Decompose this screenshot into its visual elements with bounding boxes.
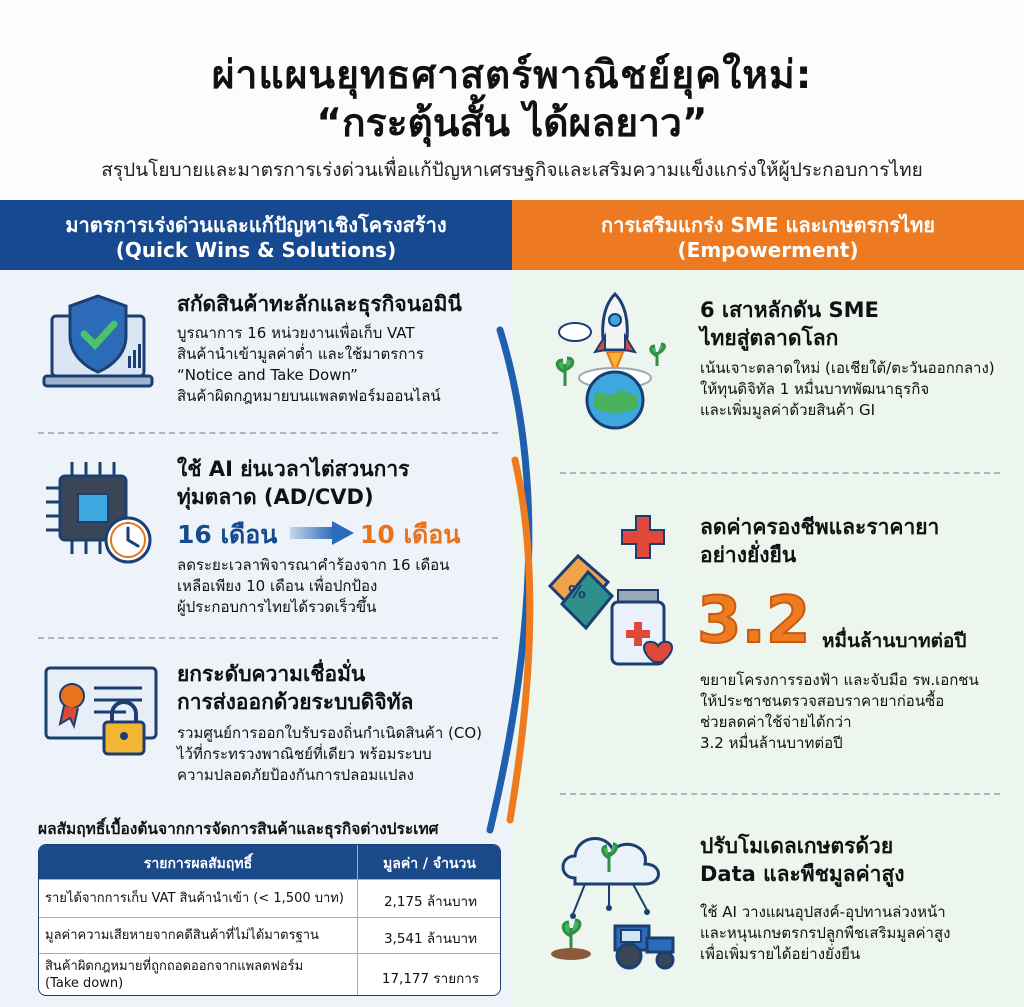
left-item2-title bbox=[177, 455, 409, 511]
from-value: 16 เดือน bbox=[177, 520, 278, 549]
table-row bbox=[39, 917, 501, 953]
table-header-item: รายการผลสัมฤทธิ์ bbox=[143, 856, 253, 872]
left-divider bbox=[38, 432, 498, 434]
results-table bbox=[38, 844, 501, 996]
left-item3-body bbox=[177, 723, 482, 786]
right-item1-title-line: 6 เสาหลักดัน SME bbox=[700, 298, 879, 322]
right-item2-body bbox=[700, 670, 979, 754]
table-row bbox=[39, 879, 501, 917]
right-item3-body-line: เพื่อเพิ่มรายได้อย่างยั่งยืน bbox=[700, 945, 861, 963]
right-section-heading bbox=[512, 200, 1024, 270]
left-item1-body bbox=[177, 323, 441, 407]
right-item1-body-line: และเพิ่มมูลค่าด้วยสินค้า GI bbox=[700, 401, 875, 419]
table-cell-item: มูลค่าความเสียหายจากคดีสินค้าที่ไม่ได้มาตรฐาน bbox=[45, 928, 319, 943]
right-item2-title-line: อย่างยั่งยืน bbox=[700, 543, 797, 567]
right-item2-body-line: ให้ประชาชนตรวจสอบราคายาก่อนซื้อ bbox=[700, 692, 945, 710]
right-item3-title-line: ปรับโมเดลเกษตรด้วย bbox=[700, 834, 894, 858]
left-item1-body-line: สินค้านำเข้ามูลค่าต่ำ และใช้มาตรการ bbox=[177, 345, 424, 363]
left-heading-line1: มาตรการเร่งด่วนและแก้ปัญหาเชิงโครงสร้าง bbox=[65, 213, 447, 237]
page-title-line2: “กระตุ้นสั้น ได้ผลยาว” bbox=[316, 101, 708, 146]
left-heading-line2: (Quick Wins & Solutions) bbox=[115, 238, 397, 262]
rocket-globe-icon bbox=[545, 290, 685, 430]
table-cell-value: 2,175 ล้านบาท bbox=[383, 894, 478, 910]
table-cell-value: 3,541 ล้านบาท bbox=[383, 931, 478, 947]
right-item1-body bbox=[700, 358, 995, 421]
left-item2-title-line: ใช้ AI ย่นเวลาไต่สวนการ bbox=[177, 457, 410, 481]
right-item1-body-line: ให้ทุนดิจิทัล 1 หมื่นบาทพัฒนาธุรกิจ bbox=[700, 380, 930, 398]
left-item2-body-line: ผู้ประกอบการไทยได้รวดเร็วขึ้น bbox=[177, 598, 377, 616]
table-cell-item: รายได้จากการเก็บ VAT สินค้านำเข้า (< 1,500 บาท) bbox=[45, 891, 344, 906]
savings-big-value: 3.2 bbox=[697, 584, 811, 658]
shield-laptop-icon bbox=[42, 294, 154, 394]
table-header bbox=[39, 845, 501, 879]
arrow-right-icon bbox=[290, 520, 356, 546]
results-table-title: ผลสัมฤทธิ์เบื้องต้นจากการจัดการสินค้าและธุรกิจต่างประเทศ bbox=[38, 820, 439, 838]
right-item2-title bbox=[700, 513, 939, 569]
medicine-price-icon bbox=[542, 512, 682, 672]
right-item2-body-line: ช่วยลดค่าใช้จ่ายได้กว่า bbox=[700, 713, 852, 731]
right-item2-title-line: ลดค่าครองชีพและราคายา bbox=[700, 515, 940, 539]
cloud-farm-tractor-icon bbox=[545, 822, 680, 972]
left-item3-body-line: รวมศูนย์การออกใบรับรองถิ่นกำเนิดสินค้า (CO) bbox=[177, 724, 482, 742]
right-divider bbox=[560, 793, 1000, 795]
left-section-heading bbox=[0, 200, 512, 270]
left-item2-body-line: ลดระยะเวลาพิจารณาคำร้องจาก 16 เดือน bbox=[177, 556, 450, 574]
table-cell-item bbox=[45, 958, 303, 992]
page-title-line1: ผ่าแผนยุทธศาสตร์พาณิชย์ยุคใหม่: bbox=[211, 53, 813, 98]
ai-chip-clock-icon bbox=[42, 458, 157, 568]
right-item1-title bbox=[700, 296, 879, 352]
right-heading-line1: การเสริมแกร่ง SME และเกษตรกรไทย bbox=[600, 213, 935, 237]
right-item3-title bbox=[700, 832, 905, 888]
table-column-divider bbox=[357, 845, 358, 996]
left-item2-body-line: เหลือเพียง 10 เดือน เพื่อปกป้อง bbox=[177, 577, 378, 595]
svg-text:%: % bbox=[568, 582, 587, 603]
right-item3-body bbox=[700, 902, 950, 965]
right-item1-body-line: เน้นเจาะตลาดใหม่ (เอเชียใต้/ตะวันออกกลาง) bbox=[700, 359, 995, 377]
left-divider bbox=[38, 637, 498, 639]
table-row bbox=[39, 953, 501, 996]
table-cell-item-line: สินค้าผิดกฎหมายที่ถูกถอดออกจากแพลตฟอร์ม bbox=[45, 959, 304, 974]
right-item2-body-line: 3.2 หมื่นล้านบาทต่อปี bbox=[700, 734, 843, 752]
right-divider bbox=[560, 472, 1000, 474]
left-item1-body-line: บูรณาการ 16 หน่วยงานเพื่อเก็บ VAT bbox=[177, 324, 415, 342]
right-item3-title-line: Data และพืชมูลค่าสูง bbox=[700, 862, 905, 886]
left-item1-body-line: “Notice and Take Down” bbox=[177, 366, 358, 384]
right-item2-body-line: ขยายโครงการรองฟ้า และจับมือ รพ.เอกชน bbox=[700, 671, 979, 689]
left-item1-title: สกัดสินค้าทะลักและธุรกิจนอมินี bbox=[177, 292, 462, 316]
to-value: 10 เดือน bbox=[360, 520, 461, 549]
left-item3-body-line: ไว้ที่กระทรวงพาณิชย์ที่เดียว พร้อมระบบ bbox=[177, 745, 432, 763]
left-item3-title-line: การส่งออกด้วยระบบดิจิทัล bbox=[177, 690, 414, 714]
left-item3-body-line: ความปลอดภัยป้องกันการปลอมแปลง bbox=[177, 766, 414, 784]
left-item2-title-line: ทุ่มตลาด (AD/CVD) bbox=[177, 485, 374, 509]
page-header bbox=[0, 0, 1024, 200]
left-item2-body bbox=[177, 555, 449, 618]
table-cell-value: 17,177 รายการ bbox=[381, 971, 480, 987]
left-item3-title bbox=[177, 660, 413, 716]
certificate-lock-icon bbox=[42, 664, 160, 760]
right-heading-line2: (Empowerment) bbox=[677, 238, 859, 262]
left-item3-title-line: ยกระดับความเชื่อมั่น bbox=[177, 662, 366, 686]
savings-big-unit: หมื่นล้านบาทต่อปี bbox=[822, 630, 967, 652]
page-subtitle: สรุปนโยบายและมาตรการเร่งด่วนเพื่อแก้ปัญหาเศรษฐกิจและเสริมความแข็งแกร่งให้ผู้ประกอบการไทย bbox=[101, 159, 923, 181]
table-header-value: มูลค่า / จำนวน bbox=[383, 856, 476, 872]
right-item3-body-line: และหนุนเกษตรกรปลูกพืชเสริมมูลค่าสูง bbox=[700, 924, 951, 942]
right-item1-title-line: ไทยสู่ตลาดโลก bbox=[700, 326, 839, 350]
right-item3-body-line: ใช้ AI วางแผนอุปสงค์-อุปทานล่วงหน้า bbox=[700, 903, 946, 921]
left-item1-body-line: สินค้าผิดกฎหมายบนแพลตฟอร์มออนไลน์ bbox=[177, 387, 441, 405]
table-cell-item-line: (Take down) bbox=[45, 976, 124, 991]
